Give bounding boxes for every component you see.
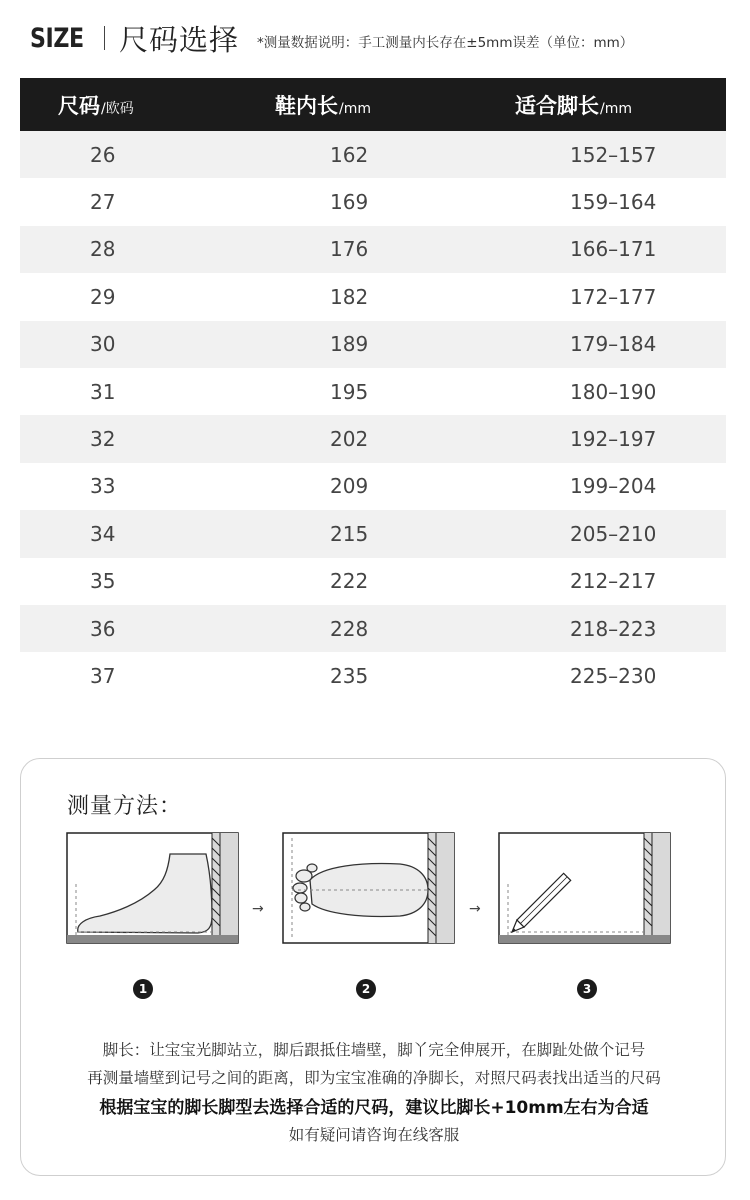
cell-size: 26 bbox=[90, 142, 116, 167]
foot-top-view-icon bbox=[282, 832, 455, 944]
step-number-3: 3 bbox=[577, 979, 597, 999]
page-header bbox=[30, 18, 633, 58]
column-header-foot-length bbox=[515, 90, 632, 120]
arrow-icon: → bbox=[469, 901, 481, 917]
cell-foot-length: 192–197 bbox=[570, 427, 657, 452]
cell-inner-length: 215 bbox=[330, 521, 369, 546]
method-title: 测量方法： bbox=[67, 794, 183, 819]
cell-foot-length: 159–164 bbox=[570, 190, 657, 215]
foot-side-view-icon bbox=[66, 832, 239, 944]
cell-size: 33 bbox=[90, 474, 116, 499]
step-number-2: 2 bbox=[356, 979, 376, 999]
cell-inner-length: 189 bbox=[330, 332, 369, 357]
cell-inner-length: 202 bbox=[330, 427, 369, 452]
table-row bbox=[20, 178, 726, 225]
cell-foot-length: 199–204 bbox=[570, 474, 657, 499]
table-row bbox=[20, 463, 726, 510]
table-row bbox=[20, 368, 726, 415]
size-wordmark: SIZE bbox=[30, 22, 84, 54]
cell-inner-length: 195 bbox=[330, 379, 369, 404]
cell-inner-length: 162 bbox=[330, 142, 369, 167]
cell-size: 30 bbox=[90, 332, 116, 357]
customer-service-note: 如有疑问请咨询在线客服 bbox=[288, 1126, 460, 1144]
table-row bbox=[20, 273, 726, 320]
page-title: 尺码选择 bbox=[119, 22, 240, 57]
cell-inner-length: 176 bbox=[330, 237, 369, 262]
size-table bbox=[20, 78, 726, 700]
recommendation-line: 根据宝宝的脚长脚型去选择合适的尺码，建议比脚长+10mm左右为合适 bbox=[99, 1098, 649, 1118]
table-row bbox=[20, 415, 726, 462]
column-unit: /mm bbox=[339, 100, 371, 117]
cell-size: 31 bbox=[90, 379, 116, 404]
table-row bbox=[20, 321, 726, 368]
cell-foot-length: 212–217 bbox=[570, 569, 657, 594]
cell-inner-length: 209 bbox=[330, 474, 369, 499]
table-row bbox=[20, 131, 726, 178]
arrow-icon: → bbox=[252, 901, 264, 917]
cell-foot-length: 166–171 bbox=[570, 237, 657, 262]
cell-foot-length: 152–157 bbox=[570, 142, 657, 167]
cell-size: 36 bbox=[90, 616, 116, 641]
column-label: 鞋内长 bbox=[275, 93, 338, 118]
table-row bbox=[20, 605, 726, 652]
table-row bbox=[20, 510, 726, 557]
table-row bbox=[20, 226, 726, 273]
cell-inner-length: 182 bbox=[330, 284, 369, 309]
cell-inner-length: 228 bbox=[330, 616, 369, 641]
cell-foot-length: 179–184 bbox=[570, 332, 657, 357]
column-unit: /欧码 bbox=[101, 100, 134, 117]
cell-size: 34 bbox=[90, 521, 116, 546]
cell-foot-length: 205–210 bbox=[570, 521, 657, 546]
column-label: 尺码 bbox=[58, 93, 100, 118]
step-3-illustration bbox=[498, 832, 671, 944]
cell-foot-length: 225–230 bbox=[570, 663, 657, 688]
pencil-mark-icon bbox=[498, 832, 671, 944]
table-row bbox=[20, 652, 726, 699]
instruction-line: 脚长：让宝宝光脚站立，脚后跟抵住墙壁，脚丫完全伸展开，在脚趾处做个记号 bbox=[102, 1041, 646, 1059]
measurement-method-panel bbox=[20, 758, 726, 1176]
table-header bbox=[20, 78, 726, 131]
column-unit: /mm bbox=[600, 100, 632, 117]
cell-size: 37 bbox=[90, 663, 116, 688]
column-header-inner-length bbox=[275, 90, 371, 120]
step-number-1: 1 bbox=[133, 979, 153, 999]
cell-inner-length: 222 bbox=[330, 569, 369, 594]
step-2-illustration bbox=[282, 832, 455, 944]
cell-size: 35 bbox=[90, 569, 116, 594]
cell-inner-length: 235 bbox=[330, 663, 369, 688]
cell-foot-length: 180–190 bbox=[570, 379, 657, 404]
cell-size: 32 bbox=[90, 427, 116, 452]
column-label: 适合脚长 bbox=[515, 93, 599, 118]
cell-foot-length: 218–223 bbox=[570, 616, 657, 641]
step-1-illustration bbox=[66, 832, 239, 944]
cell-inner-length: 169 bbox=[330, 190, 369, 215]
cell-size: 27 bbox=[90, 190, 116, 215]
instruction-line: 再测量墙壁到记号之间的距离，即为宝宝准确的净脚长，对照尺码表找出适当的尺码 bbox=[87, 1069, 661, 1087]
table-row bbox=[20, 558, 726, 605]
cell-foot-length: 172–177 bbox=[570, 284, 657, 309]
measurement-note: *测量数据说明：手工测量内长存在±5mm误差（单位：mm） bbox=[257, 35, 634, 51]
cell-size: 28 bbox=[90, 237, 116, 262]
column-header-size bbox=[58, 90, 134, 120]
cell-size: 29 bbox=[90, 284, 116, 309]
header-divider bbox=[104, 26, 105, 50]
